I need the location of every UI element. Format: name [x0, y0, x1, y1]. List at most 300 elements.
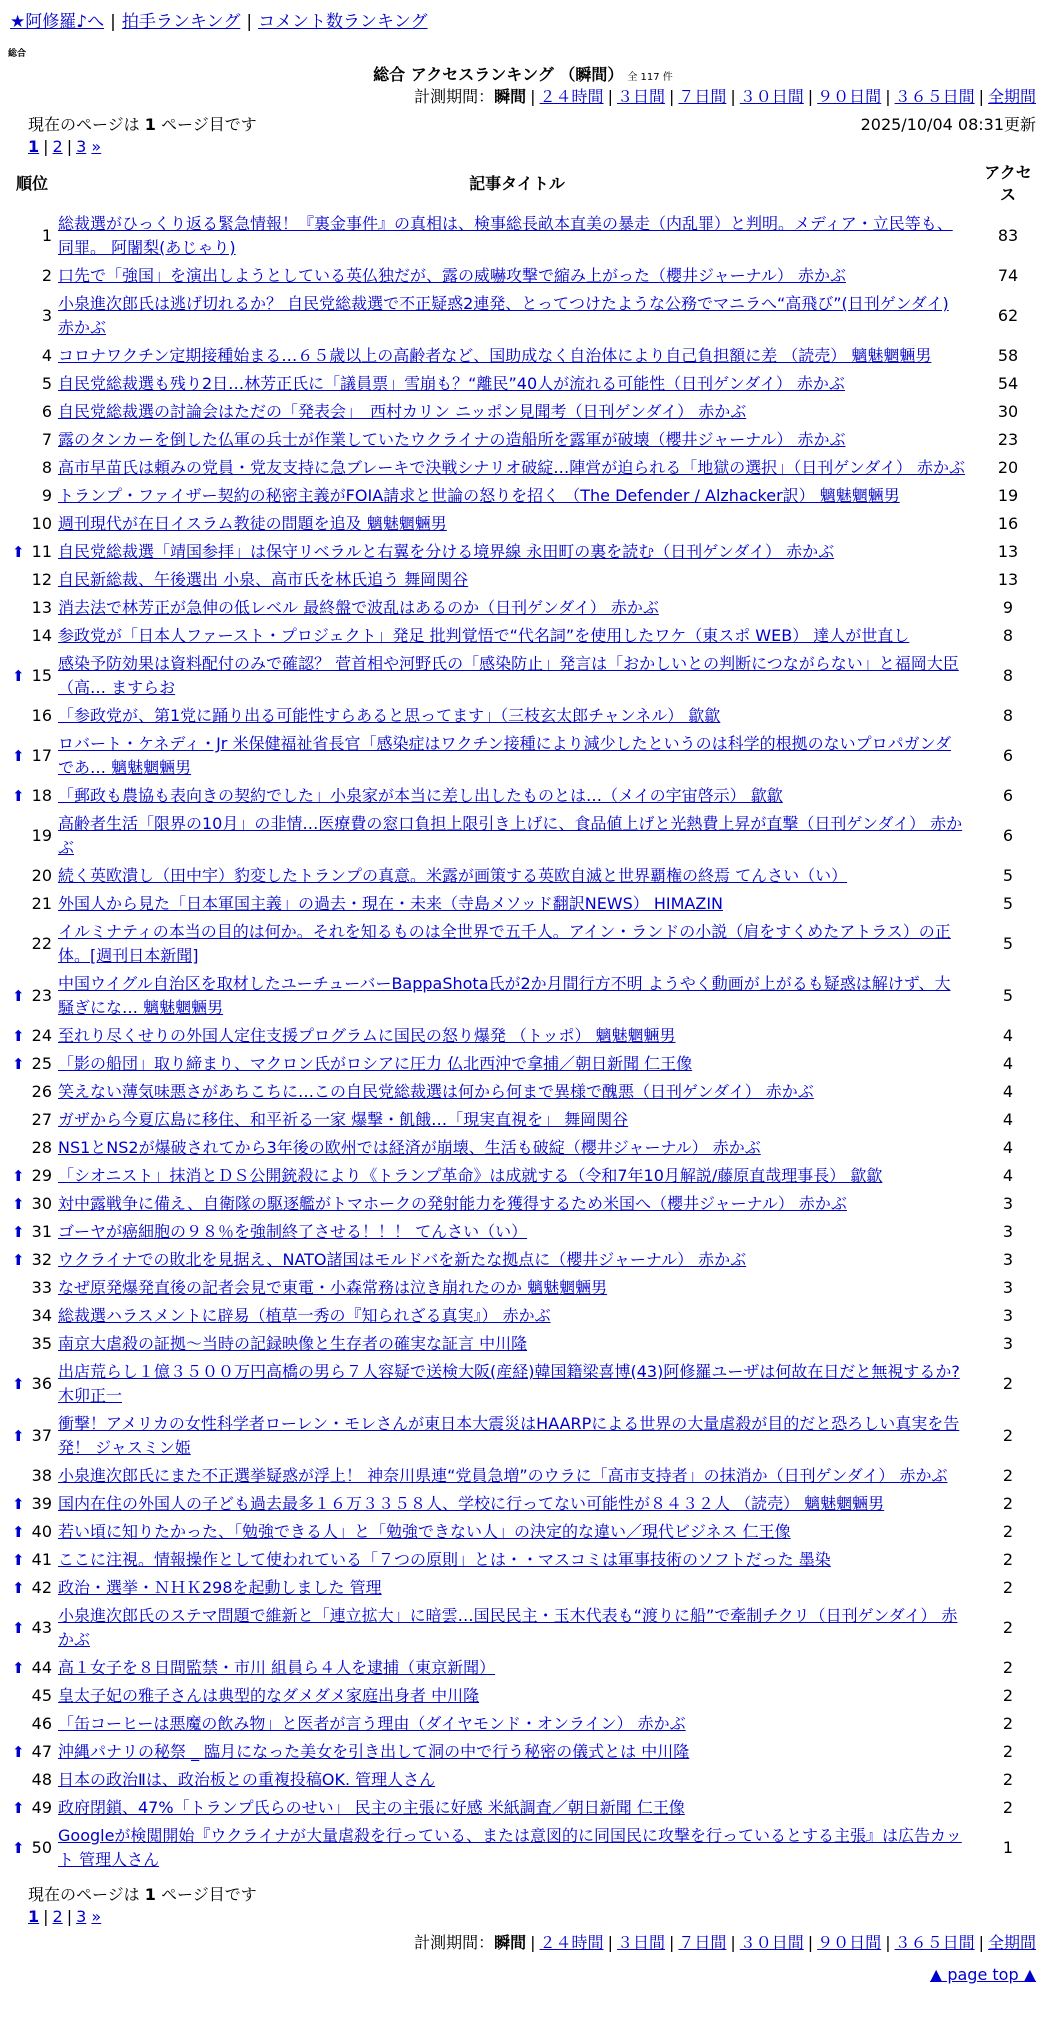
- title-cell: [54, 702, 980, 730]
- rank-number: 20: [31, 866, 52, 885]
- period-link[interactable]: ３６５日間: [894, 1933, 975, 1952]
- period-separator: |: [730, 1933, 736, 1952]
- table-row: [10, 1302, 1036, 1330]
- article-link[interactable]: 総裁選ハラスメントに辟易（植草一秀の『知られざる真実』） 赤かぶ: [58, 1306, 551, 1325]
- title-cell: [54, 1022, 980, 1050]
- rank-number: 36: [31, 1374, 52, 1393]
- article-link[interactable]: 対中露戦争に備え、自衛隊の駆逐艦がトマホークの発射能力を獲得するため米国へ（櫻井ジャーナル） 赤かぶ: [58, 1194, 847, 1213]
- rank-up-arrow-icon: ⬆: [12, 1523, 25, 1541]
- rank-cell: [10, 1358, 54, 1410]
- rank-number: 23: [31, 986, 52, 1005]
- rank-cell: [10, 1574, 54, 1602]
- rank-cell: [10, 1794, 54, 1822]
- article-link[interactable]: 週刊現代が在日イスラム教徒の問題を追及 魑魅魍魎男: [58, 514, 447, 533]
- period-separator: |: [668, 87, 675, 106]
- title-cell: [54, 1246, 980, 1274]
- access-count: 2: [1002, 1550, 1014, 1569]
- page-link-1[interactable]: 1: [28, 1907, 40, 1926]
- title-cell: [54, 1190, 980, 1218]
- article-link[interactable]: 皇太子妃の雅子さんは典型的なダメダメ家庭出身者 中川隆: [58, 1686, 480, 1705]
- rank-number: 14: [31, 626, 52, 645]
- period-separator: |: [978, 87, 984, 106]
- home-link[interactable]: ★阿修羅♪へ: [10, 12, 105, 32]
- article-link[interactable]: 若い頃に知りたかった、「勉強できる人」と「勉強できない人」の決定的な違い／現代ビジネス 仁王像: [58, 1522, 791, 1541]
- article-link[interactable]: 至れり尽くせりの外国人定住支援プログラムに国民の怒り爆発 （トッポ） 魑魅魍魎男: [58, 1026, 676, 1045]
- rank-cell: [10, 1330, 54, 1358]
- rank-cell: [10, 566, 54, 594]
- rank-cell: [10, 810, 54, 862]
- access-count: 8: [1002, 666, 1014, 685]
- access-count: 23: [997, 430, 1019, 449]
- rank-number: 33: [31, 1278, 52, 1297]
- access-count: 30: [997, 402, 1019, 421]
- table-row: [10, 1462, 1036, 1490]
- rank-cell: [10, 1050, 54, 1078]
- table-row: [10, 650, 1036, 702]
- rank-cell: [10, 594, 54, 622]
- table-row: [10, 1490, 1036, 1518]
- title-cell: [54, 1794, 980, 1822]
- article-link[interactable]: 参政党が「日本人ファースト・プロジェクト」発足 批判覚悟で“代名詞”を使用したワケ（東スポ WEB） 達人が世直し: [58, 626, 910, 645]
- table-row: [10, 426, 1036, 454]
- table-row: [10, 1410, 1036, 1462]
- rank-up-arrow-icon: ⬆: [12, 1027, 25, 1045]
- rank-up-arrow-icon: ⬆: [12, 1551, 25, 1569]
- title-cell: [54, 862, 980, 890]
- access-count: 5: [1002, 866, 1014, 885]
- table-row: [10, 398, 1036, 426]
- access-count: 54: [997, 374, 1019, 393]
- rank-number: 4: [41, 346, 52, 365]
- table-row: [10, 1654, 1036, 1682]
- rank-number: 31: [31, 1222, 52, 1241]
- table-row: [10, 210, 1036, 262]
- rank-number: 8: [41, 458, 52, 477]
- access-count: 5: [1002, 986, 1014, 1005]
- rank-number: 6: [41, 402, 52, 421]
- period-link[interactable]: ３日間: [616, 87, 665, 106]
- rank-number: 21: [31, 894, 52, 913]
- access-count: 4: [1002, 1138, 1014, 1157]
- rank-up-arrow-icon: ⬆: [12, 1619, 25, 1637]
- category-label: 総合: [8, 49, 27, 59]
- article-link[interactable]: 続く英欧潰し（田中宇）豹変したトランプの真意。米露が画策する英欧自滅と世界覇権の終焉 てんさい（い）: [58, 866, 848, 885]
- current-page-number: 1: [144, 1885, 156, 1904]
- rank-up-arrow-icon: ⬆: [12, 1659, 25, 1677]
- article-link[interactable]: 「缶コーヒーは悪魔の飲み物」と医者が言う理由（ダイヤモンド・オンライン） 赤かぶ: [58, 1714, 686, 1733]
- table-row: [10, 862, 1036, 890]
- table-row: [10, 1766, 1036, 1794]
- table-row: [10, 1078, 1036, 1106]
- period-link[interactable]: ７日間: [678, 1933, 727, 1952]
- article-link[interactable]: なぜ原発爆発直後の記者会見で東電・小森常務は泣き崩れたのか 魑魅魍魎男: [58, 1278, 608, 1297]
- page-top-link[interactable]: ▲ page top ▲: [929, 1965, 1036, 1984]
- article-link[interactable]: 中国ウイグル自治区を取材したユーチューバーBappaShota氏が2か月間行方不明 ようやく動画が上がるも疑惑は解けず、大騒ぎにな… 魑魅魍魎男: [58, 974, 951, 1017]
- rank-number: 49: [31, 1798, 52, 1817]
- table-row: [10, 538, 1036, 566]
- access-count: 1: [1002, 1838, 1014, 1857]
- rank-number: 15: [31, 666, 52, 685]
- article-link[interactable]: 日本の政治Ⅱは、政治板との重複投稿OK. 管理人さん: [58, 1770, 436, 1789]
- rank-number: 38: [31, 1466, 52, 1485]
- rank-up-arrow-icon: ⬆: [12, 1839, 25, 1857]
- title-cell: [54, 1738, 980, 1766]
- period-separator: |: [978, 1933, 984, 1952]
- table-row: [10, 1022, 1036, 1050]
- rank-cell: [10, 730, 54, 782]
- access-count: 5: [1002, 894, 1014, 913]
- access-count: 58: [997, 346, 1019, 365]
- access-count: 19: [997, 486, 1019, 505]
- rank-cell: [10, 1218, 54, 1246]
- article-link[interactable]: 衝撃！アメリカの女性科学者ローレン・モレさんが東日本大震災はHAARPによる世界の大量虐殺が目的だと恐ろしい真実を告発！ ジャスミン姫: [58, 1414, 960, 1457]
- table-row: [10, 262, 1036, 290]
- title-cell: [54, 482, 980, 510]
- page-link-3[interactable]: 3: [76, 1907, 87, 1926]
- access-count: 83: [997, 226, 1019, 245]
- article-link[interactable]: 政府閉鎖、47%「トランプ氏らのせい」 民主の主張に好感 米紙調査／朝日新聞 仁王像: [58, 1798, 685, 1817]
- access-count: 3: [1002, 1222, 1014, 1241]
- table-row: [10, 1710, 1036, 1738]
- rank-number: 22: [31, 934, 52, 953]
- page-top-link-wrap: [930, 1964, 1036, 1986]
- table-row: [10, 622, 1036, 650]
- rank-number: 32: [31, 1250, 52, 1269]
- rank-cell: [10, 1546, 54, 1574]
- table-row: [10, 810, 1036, 862]
- article-link[interactable]: 高齢者生活「限界の10月」の非情…医療費の窓口負担上限引き上げに、食品値上げと光熱費上昇が直撃（日刊ゲンダイ） 赤かぶ: [58, 814, 963, 857]
- table-row: [10, 1106, 1036, 1134]
- next-page-link[interactable]: »: [91, 137, 102, 156]
- rank-number: 2: [41, 266, 52, 285]
- access-count: 2: [1002, 1466, 1014, 1485]
- access-count: 2: [1002, 1658, 1014, 1677]
- period-selector-top: [414, 86, 1036, 108]
- article-link[interactable]: NS1とNS2が爆破されてから3年後の欧州では経済が崩壊、生活も破綻（櫻井ジャーナル） 赤かぶ: [58, 1138, 761, 1157]
- rank-up-arrow-icon: ⬆: [12, 1495, 25, 1513]
- title-cell: [54, 538, 980, 566]
- article-link[interactable]: 笑えない薄気味悪さがあちこちに…この自民党総裁選は何から何まで異様で醜悪（日刊ゲンダイ） 赤かぶ: [58, 1082, 814, 1101]
- access-count: 3: [1002, 1250, 1014, 1269]
- access-count: 74: [997, 266, 1019, 285]
- title-cell: [54, 1358, 980, 1410]
- title-cell: [54, 1134, 980, 1162]
- article-link[interactable]: 自民党総裁選も残り2日…林芳正氏に「議員票」雪崩も？“離民”40人が流れる可能性（日刊ゲンダイ） 赤かぶ: [58, 374, 845, 393]
- table-row: [10, 890, 1036, 918]
- title-cell: [54, 918, 980, 970]
- next-page-link[interactable]: »: [91, 1907, 102, 1926]
- period-link[interactable]: ９０日間: [817, 1933, 882, 1952]
- period-link[interactable]: ２４時間: [539, 1933, 604, 1952]
- rank-number: 3: [41, 306, 52, 325]
- current-page-info-bottom: [28, 1884, 257, 1906]
- table-row: [10, 1574, 1036, 1602]
- rank-up-arrow-icon: ⬆: [12, 1375, 25, 1393]
- article-link[interactable]: Googleが検閲開始『ウクライナが大量虐殺を行っている、または意図的に同国民に攻撃を行っているとする主張』は広告カット 管理人さん: [58, 1826, 962, 1869]
- rank-cell: [10, 1738, 54, 1766]
- article-link[interactable]: ウクライナでの敗北を見据え、NATO諸国はモルドバを新たな拠点に（櫻井ジャーナル） 赤かぶ: [58, 1250, 747, 1269]
- rank-number: 16: [31, 706, 52, 725]
- rank-number: 7: [41, 430, 52, 449]
- period-separator: |: [607, 1933, 613, 1952]
- page-link-2[interactable]: 2: [52, 1907, 63, 1926]
- access-count: 8: [1002, 626, 1014, 645]
- rank-cell: [10, 1274, 54, 1302]
- title-cell: [54, 1822, 980, 1874]
- title-cell: [54, 1710, 980, 1738]
- rank-up-arrow-icon: ⬆: [12, 1223, 25, 1241]
- rank-number: 28: [31, 1138, 52, 1157]
- rank-cell: [10, 398, 54, 426]
- table-row: [10, 1822, 1036, 1874]
- title-cell: [54, 262, 980, 290]
- access-count: 3: [1002, 1194, 1014, 1213]
- article-link[interactable]: 沖縄パナリの秘祭 _ 臨月になった美女を引き出して洞の中で行う秘密の儀式とは 中川隆: [58, 1742, 690, 1761]
- table-row: [10, 370, 1036, 398]
- period-separator: |: [530, 87, 536, 106]
- access-count: 5: [1002, 934, 1014, 953]
- access-count: 4: [1002, 1082, 1014, 1101]
- access-count: 2: [1002, 1494, 1014, 1513]
- article-link[interactable]: 小泉進次郎氏のステマ問題で維新と「連立拡大」に暗雲…国民民主・玉木代表も“渡りに船”で牽制チクリ（日刊ゲンダイ） 赤かぶ: [58, 1606, 958, 1649]
- rank-cell: [10, 622, 54, 650]
- rank-cell: [10, 1190, 54, 1218]
- title-cell: [54, 1274, 980, 1302]
- article-link[interactable]: 感染予防効果は資料配付のみで確認？ 菅首相や河野氏の「感染防止」発言は「おかしいとの判断につながらない」と福岡大臣（高… ますらお: [58, 654, 959, 697]
- table-row: [10, 594, 1036, 622]
- title-header: 記事タイトル: [469, 174, 565, 193]
- access-count: 13: [997, 542, 1019, 561]
- item-count: 全 117 件: [627, 72, 673, 83]
- article-link[interactable]: 自民党総裁選「靖国参拝」は保守リベラルと右翼を分ける境界線 永田町の裏を読む（日刊ゲンダイ） 赤かぶ: [58, 542, 835, 561]
- table-row: [10, 1794, 1036, 1822]
- access-count: 3: [1002, 1278, 1014, 1297]
- article-link[interactable]: ゴーヤが癌細胞の９８％を強制終了させる！！！ てんさい（い）: [58, 1222, 528, 1241]
- article-link[interactable]: ガザから今夏広島に移住、和平祈る一家 爆撃・飢餓…「現実直視を」 舞岡関谷: [58, 1110, 629, 1129]
- rank-header: 順位: [15, 174, 48, 193]
- title-cell: [54, 290, 980, 342]
- access-count: 2: [1002, 1714, 1014, 1733]
- title-cell: [54, 1162, 980, 1190]
- rank-up-arrow-icon: ⬆: [12, 667, 25, 685]
- title-cell: [54, 426, 980, 454]
- title-cell: [54, 1602, 980, 1654]
- rank-cell: [10, 210, 54, 262]
- rank-number: 9: [41, 486, 52, 505]
- article-link[interactable]: 口先で「強国」を演出しようとしている英仏独だが、露の威嚇攻撃で縮み上がった（櫻井ジャーナル） 赤かぶ: [58, 266, 846, 285]
- rank-number: 39: [31, 1494, 52, 1513]
- title-cell: [54, 510, 980, 538]
- rank-up-arrow-icon: ⬆: [12, 787, 25, 805]
- rank-number: 26: [31, 1082, 52, 1101]
- article-link[interactable]: 高１女子を８日間監禁・市川 組員ら４人を逮捕（東京新聞）: [58, 1658, 496, 1677]
- rank-cell: [10, 1682, 54, 1710]
- rank-cell: [10, 1822, 54, 1874]
- table-row: [10, 1190, 1036, 1218]
- rank-number: 34: [31, 1306, 52, 1325]
- rank-number: 50: [31, 1838, 52, 1857]
- period-link[interactable]: ９０日間: [817, 87, 882, 106]
- rank-number: 24: [31, 1026, 52, 1045]
- rank-number: 48: [31, 1770, 52, 1789]
- current-page-prefix: 現在のページは: [28, 115, 140, 134]
- table-row: [10, 1682, 1036, 1710]
- page-link-3[interactable]: 3: [76, 137, 87, 156]
- period-current: 瞬間: [494, 1933, 527, 1952]
- title-cell: [54, 1106, 980, 1134]
- rank-number: 25: [31, 1054, 52, 1073]
- article-link[interactable]: 出店荒らし１億３５００万円高橋の男ら７人容疑で送検大阪(産経)韓国籍梁喜博(43)阿修羅ユーザは何故在日だと無視するか? 木卯正一: [58, 1362, 960, 1405]
- period-link[interactable]: ２４時間: [539, 87, 604, 106]
- rank-cell: [10, 1462, 54, 1490]
- rank-number: 40: [31, 1522, 52, 1541]
- period-link[interactable]: ３６５日間: [894, 87, 975, 106]
- rank-cell: [10, 650, 54, 702]
- rank-number: 41: [31, 1550, 52, 1569]
- period-link[interactable]: 全期間: [987, 87, 1036, 106]
- rank-up-arrow-icon: ⬆: [12, 1799, 25, 1817]
- rank-cell: [10, 1654, 54, 1682]
- rank-number: 19: [31, 826, 52, 845]
- title-cell: [54, 342, 980, 370]
- pager-separator: |: [43, 137, 49, 156]
- period-separator: |: [807, 1933, 814, 1952]
- rank-number: 37: [31, 1426, 52, 1445]
- table-row: [10, 1218, 1036, 1246]
- access-count: 2: [1002, 1770, 1014, 1789]
- table-row: [10, 1546, 1036, 1574]
- title-cell: [54, 1766, 980, 1794]
- access-count: 2: [1002, 1742, 1014, 1761]
- title-cell: [54, 454, 980, 482]
- table-row: [10, 970, 1036, 1022]
- article-link[interactable]: 自民新総裁、午後選出 小泉、高市氏を林氏追う 舞岡関谷: [58, 570, 469, 589]
- article-link[interactable]: 政治・選挙・ＮＨＫ298を起動しました 管理: [58, 1578, 382, 1597]
- access-count: 4: [1002, 1054, 1014, 1073]
- article-link[interactable]: 高市早苗氏は頼みの党員・党友支持に急ブレーキで決戦シナリオ破綻…陣営が迫られる「地獄の選択」（日刊ゲンダイ） 赤かぶ: [58, 458, 966, 477]
- comment-ranking-link[interactable]: コメント数ランキング: [258, 12, 428, 32]
- title-cell: [54, 1330, 980, 1358]
- table-row: [10, 1246, 1036, 1274]
- top-nav: [10, 10, 428, 34]
- title-cell: [54, 1546, 980, 1574]
- rank-number: 29: [31, 1166, 52, 1185]
- table-row: [10, 918, 1036, 970]
- current-page-number: 1: [144, 115, 156, 134]
- article-link[interactable]: 「参政党が、第1党に踊り出る可能性すらあると思ってます」（三枝玄太郎チャンネル） 歙歙: [58, 706, 721, 725]
- rank-cell: [10, 538, 54, 566]
- rank-up-arrow-icon: ⬆: [12, 1579, 25, 1597]
- rank-cell: [10, 482, 54, 510]
- period-separator: |: [730, 87, 736, 106]
- title-cell: [54, 370, 980, 398]
- current-page-info: [28, 114, 257, 136]
- access-count: 3: [1002, 1306, 1014, 1325]
- rank-up-arrow-icon: ⬆: [12, 1427, 25, 1445]
- rank-cell: [10, 1302, 54, 1330]
- page-link-1[interactable]: 1: [28, 137, 40, 156]
- current-page-prefix: 現在のページは: [28, 1885, 140, 1904]
- access-count: 16: [997, 514, 1019, 533]
- rank-cell: [10, 1490, 54, 1518]
- rank-cell: [10, 918, 54, 970]
- table-row: [10, 702, 1036, 730]
- period-separator: |: [668, 1933, 675, 1952]
- rank-cell: [10, 702, 54, 730]
- article-link[interactable]: イルミナティの本当の目的は何か。それを知るものは全世界で五千人。アイン・ランドの小説（肩をすくめたアトラス）の正体。[週刊日本新聞]: [58, 922, 951, 965]
- article-link[interactable]: 小泉進次郎氏にまた不正選挙疑惑が浮上！ 神奈川県連“党員急増”のウラに「高市支持者」の抹消か（日刊ゲンダイ） 赤かぶ: [58, 1466, 948, 1485]
- period-link[interactable]: ７日間: [678, 87, 727, 106]
- rank-number: 12: [31, 570, 52, 589]
- title-cell: [54, 1518, 980, 1546]
- article-link[interactable]: ロバート・ケネディ・Jr 米保健福祉省長官「感染症はワクチン接種により減少したというのは科学的根拠のないプロパガンダであ… 魑魅魍魎男: [58, 734, 952, 777]
- access-count: 6: [1002, 746, 1014, 765]
- rank-cell: [10, 1246, 54, 1274]
- table-header-row: [10, 158, 1036, 210]
- rank-cell: [10, 370, 54, 398]
- access-header: アクセス: [984, 163, 1032, 204]
- clap-ranking-link[interactable]: 拍手ランキング: [121, 12, 241, 32]
- access-count: 2: [1002, 1618, 1014, 1637]
- article-link[interactable]: 総裁選がひっくり返る緊急情報！『裏金事件』の真相は、検事総長畝本直美の暴走（内乱罪）と判明。メディア・立民等も、同罪。 阿闍梨(あじゃり): [58, 214, 953, 257]
- rank-number: 13: [31, 598, 52, 617]
- rank-cell: [10, 1518, 54, 1546]
- rank-number: 42: [31, 1578, 52, 1597]
- rank-cell: [10, 1078, 54, 1106]
- period-separator: |: [885, 1933, 891, 1952]
- article-link[interactable]: 南京大虐殺の証拠〜当時の記録映像と生存者の確実な証言 中川隆: [58, 1334, 528, 1353]
- article-link[interactable]: 小泉進次郎氏は逃げ切れるか？ 自民党総裁選で不正疑惑2連発、とってつけたような公務でマニラへ“高飛び”(日刊ゲンダイ) 赤かぶ: [58, 294, 949, 337]
- article-link[interactable]: 「シオニスト」抹消とＤＳ公開銃殺により《トランプ革命》は成就する（令和7年10月解説/藤原直哉理事長） 歙歙: [58, 1166, 883, 1185]
- period-link[interactable]: 全期間: [987, 1933, 1036, 1952]
- rank-up-arrow-icon: ⬆: [12, 1195, 25, 1213]
- article-link[interactable]: 国内在住の外国人の子ども過去最多１６万３３５８人、学校に行ってない可能性が８４３２人 （読売） 魑魅魍魎男: [58, 1494, 885, 1513]
- period-link[interactable]: ３日間: [616, 1933, 665, 1952]
- rank-cell: [10, 1162, 54, 1190]
- article-link[interactable]: 「郵政も農協も表向きの契約でした」小泉家が本当に差し出したものとは…（メイの宇宙啓示） 歙歙: [58, 786, 783, 805]
- period-link[interactable]: ３０日間: [739, 87, 804, 106]
- table-row: [10, 342, 1036, 370]
- access-count: 6: [1002, 786, 1014, 805]
- rank-cell: [10, 890, 54, 918]
- table-row: [10, 482, 1036, 510]
- access-count: 3: [1002, 1334, 1014, 1353]
- article-link[interactable]: 露のタンカーを倒した仏軍の兵士が作業していたウクライナの造船所を露軍が破壊（櫻井ジャーナル） 赤かぶ: [58, 430, 846, 449]
- rank-number: 30: [31, 1194, 52, 1213]
- title-cell: [54, 566, 980, 594]
- access-count: 4: [1002, 1110, 1014, 1129]
- article-link[interactable]: トランプ・ファイザー契約の秘密主義がFOIA請求と世論の怒りを招く （The Defender / Alzhacker訳） 魑魅魍魎男: [58, 486, 900, 505]
- article-link[interactable]: 「影の船団」取り締まり、マクロン氏がロシアに圧力 仏北西沖で拿捕／朝日新聞 仁王像: [58, 1054, 693, 1073]
- title-cell: [54, 594, 980, 622]
- rank-cell: [10, 454, 54, 482]
- article-link[interactable]: 消去法で林芳正が急伸の低レベル 最終盤で波乱はあるのか（日刊ゲンダイ） 赤かぶ: [58, 598, 659, 617]
- article-link[interactable]: コロナワクチン定期接種始まる…６５歳以上の高齢者など、国助成なく自治体により自己負担額に差 （読売） 魑魅魍魎男: [58, 346, 932, 365]
- rank-up-arrow-icon: ⬆: [12, 1251, 25, 1269]
- page-link-2[interactable]: 2: [52, 137, 63, 156]
- access-count: 2: [1002, 1522, 1014, 1541]
- article-link[interactable]: 自民党総裁選の討論会はただの「発表会」 西村カリン ニッポン見聞考（日刊ゲンダイ） 赤かぶ: [58, 402, 747, 421]
- period-link[interactable]: ３０日間: [739, 1933, 804, 1952]
- rank-cell: [10, 1710, 54, 1738]
- table-row: [10, 1330, 1036, 1358]
- article-link[interactable]: ここに注視。情報操作として使われている「７つの原則」とは・・マスコミは軍事技術のソフトだった 墨染: [58, 1550, 831, 1569]
- article-link[interactable]: 外国人から見た「日本軍国主義」の過去・現在・未来（寺島メソッド翻訳NEWS） HIMAZIN: [58, 894, 724, 913]
- rank-number: 10: [31, 514, 52, 533]
- title-cell: [54, 970, 980, 1022]
- rank-cell: [10, 970, 54, 1022]
- period-separator: |: [530, 1933, 536, 1952]
